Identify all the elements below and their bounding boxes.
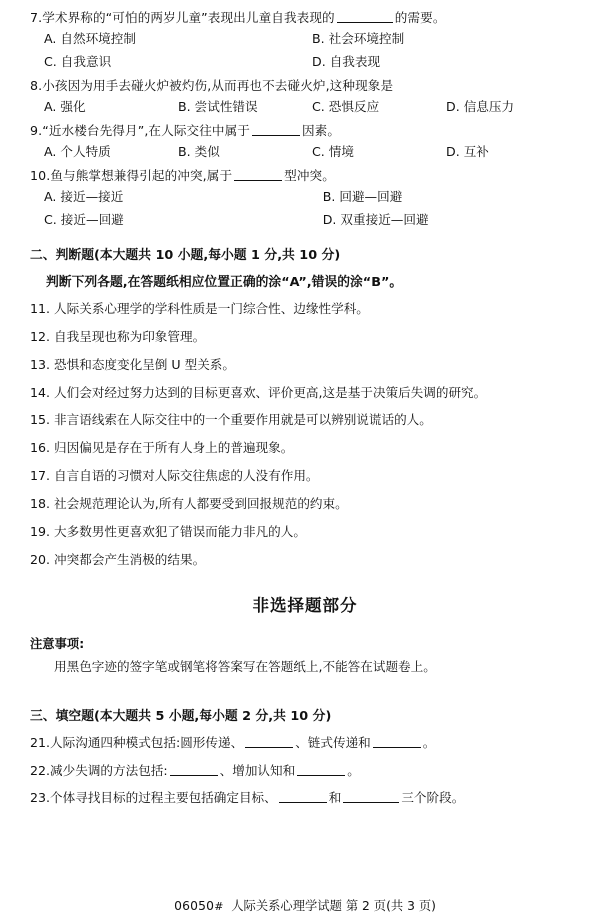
fill-item-23-number: 23. — [30, 790, 51, 806]
option-b[interactable]: B. 回避—回避 — [322, 189, 403, 205]
notice-body: 用黑色字迹的签字笔或钢笔将答案写在答题纸上,不能答在试题卷上。 — [54, 658, 436, 674]
question-10-options-row-2 — [30, 211, 580, 230]
answer-blank — [245, 735, 293, 748]
question-10-text-b: 型冲突。 — [284, 167, 335, 183]
option-a[interactable]: A. 接近—接近 — [44, 189, 124, 205]
option-c[interactable]: C. 恐惧反应 — [312, 99, 380, 115]
fill-item-22-part-2: 、增加认知和 — [219, 762, 296, 778]
option-d[interactable]: D. 自我表现 — [312, 54, 381, 70]
option-c[interactable]: C. 自我意识 — [44, 54, 112, 70]
fill-item-21-part-2: 、链式传递和 — [295, 734, 371, 750]
option-a[interactable]: A. 强化 — [44, 99, 86, 115]
notice-title: 注意事项: — [30, 636, 85, 651]
page-footer — [0, 896, 610, 914]
fill-item-23-part-3: 三个阶段。 — [401, 790, 465, 806]
fill-item-22 — [30, 762, 580, 781]
option-a[interactable]: A. 自然环境控制 — [44, 31, 136, 47]
question-8-stem — [30, 76, 580, 95]
answer-blank — [279, 791, 327, 804]
option-c[interactable]: C. 接近—回避 — [44, 212, 124, 228]
question-9-stem — [30, 121, 580, 140]
fill-item-23-part-2: 和 — [328, 790, 342, 806]
question-7-stem — [30, 8, 580, 27]
page-number: 第 2 页(共 3 页) — [345, 899, 436, 913]
question-10-options-row-1 — [30, 188, 580, 207]
option-b[interactable]: B. 社会环境控制 — [312, 31, 405, 47]
option-b[interactable]: B. 尝试性错误 — [178, 99, 258, 115]
question-9-text-b: 因素。 — [301, 122, 341, 138]
question-9-options-row — [30, 143, 580, 162]
fill-item-23 — [30, 789, 580, 808]
exam-code-suffix: # — [214, 900, 224, 913]
question-9-number: 9. — [30, 122, 43, 138]
tf-item-15: 15. 非言语线索在人际交往中的一个重要作用就是可以辨别说谎话的人。 — [30, 412, 432, 428]
fill-item-23-part-1: 个体寻找目标的过程主要包括确定目标、 — [50, 790, 277, 806]
option-d[interactable]: D. 信息压力 — [446, 99, 515, 115]
question-10-stem — [30, 166, 580, 185]
non-choice-part-title: 非选择题部分 — [252, 595, 358, 615]
question-7-text-b: 的需要。 — [394, 10, 446, 25]
exam-title: 人际关系心理学试题 — [231, 899, 342, 913]
true-false-instruction: 判断下列各题,在答题纸相应位置正确的涂“A”,错误的涂“B”。 — [46, 274, 403, 290]
question-7-number: 7. — [30, 10, 43, 25]
fill-item-21-part-3: 。 — [422, 734, 436, 750]
fill-item-21-number: 21. — [30, 734, 51, 750]
question-8-options-row — [30, 98, 580, 117]
question-8-number: 8. — [30, 77, 43, 93]
tf-item-17: 17. 自言自语的习惯对人际交往焦虑的人没有作用。 — [30, 468, 319, 484]
answer-blank — [373, 735, 421, 748]
answer-blank — [343, 791, 399, 804]
tf-item-13: 13. 恐惧和态度变化呈倒 U 型关系。 — [30, 356, 235, 372]
answer-blank — [297, 763, 345, 776]
tf-item-12: 12. 自我呈现也称为印象管理。 — [30, 328, 206, 344]
tf-item-19: 19. 大多数男性更喜欢犯了错误而能力非凡的人。 — [30, 524, 306, 540]
answer-blank — [252, 123, 300, 136]
question-7-text-a: 学术界称的“可怕的两岁儿童”表现出儿童自我表现的 — [42, 10, 335, 25]
true-false-section-heading: 二、判断题(本大题共 10 小题,每小题 1 分,共 10 分) — [30, 247, 341, 263]
fill-item-21-part-1: 人际沟通四种模式包括:圆形传递、 — [50, 734, 244, 750]
option-d[interactable]: D. 互补 — [446, 144, 489, 160]
fill-item-21 — [30, 734, 580, 753]
tf-item-16: 16. 归因偏见是存在于所有人身上的普遍现象。 — [30, 440, 294, 456]
answer-blank — [234, 168, 282, 181]
answer-blank — [337, 10, 393, 23]
question-7-options-row-2 — [30, 53, 580, 72]
question-10-text-a: 鱼与熊掌想兼得引起的冲突,属于 — [50, 167, 233, 183]
option-c[interactable]: C. 情境 — [312, 144, 354, 160]
option-b[interactable]: B. 类似 — [178, 144, 220, 160]
fill-item-22-part-3: 。 — [347, 762, 360, 778]
tf-item-18: 18. 社会规范理论认为,所有人都要受到回报规范的约束。 — [30, 496, 348, 512]
tf-item-11: 11. 人际关系心理学的学科性质是一门综合性、边缘性学科。 — [30, 300, 369, 316]
question-10-number: 10. — [30, 167, 51, 183]
answer-blank — [170, 763, 218, 776]
exam-code: 06050 — [174, 899, 215, 913]
fill-item-22-number: 22. — [30, 762, 51, 778]
question-8-text-a: 小孩因为用手去碰火炉被灼伤,从而再也不去碰火炉,这种现象是 — [42, 77, 394, 93]
option-d[interactable]: D. 双重接近—回避 — [322, 212, 429, 228]
fill-section-heading: 三、填空题(本大题共 5 小题,每小题 2 分,共 10 分) — [30, 708, 332, 724]
question-9-text-a: “近水楼台先得月”,在人际交往中属于 — [42, 122, 250, 138]
fill-item-22-part-1: 减少失调的方法包括: — [50, 762, 168, 778]
tf-item-14: 14. 人们会对经过努力达到的目标更喜欢、评价更高,这是基于决策后失调的研究。 — [30, 384, 487, 400]
question-7-options-row-1 — [30, 30, 580, 49]
option-a[interactable]: A. 个人特质 — [44, 144, 111, 160]
tf-item-20: 20. 冲突都会产生消极的结果。 — [30, 551, 206, 567]
